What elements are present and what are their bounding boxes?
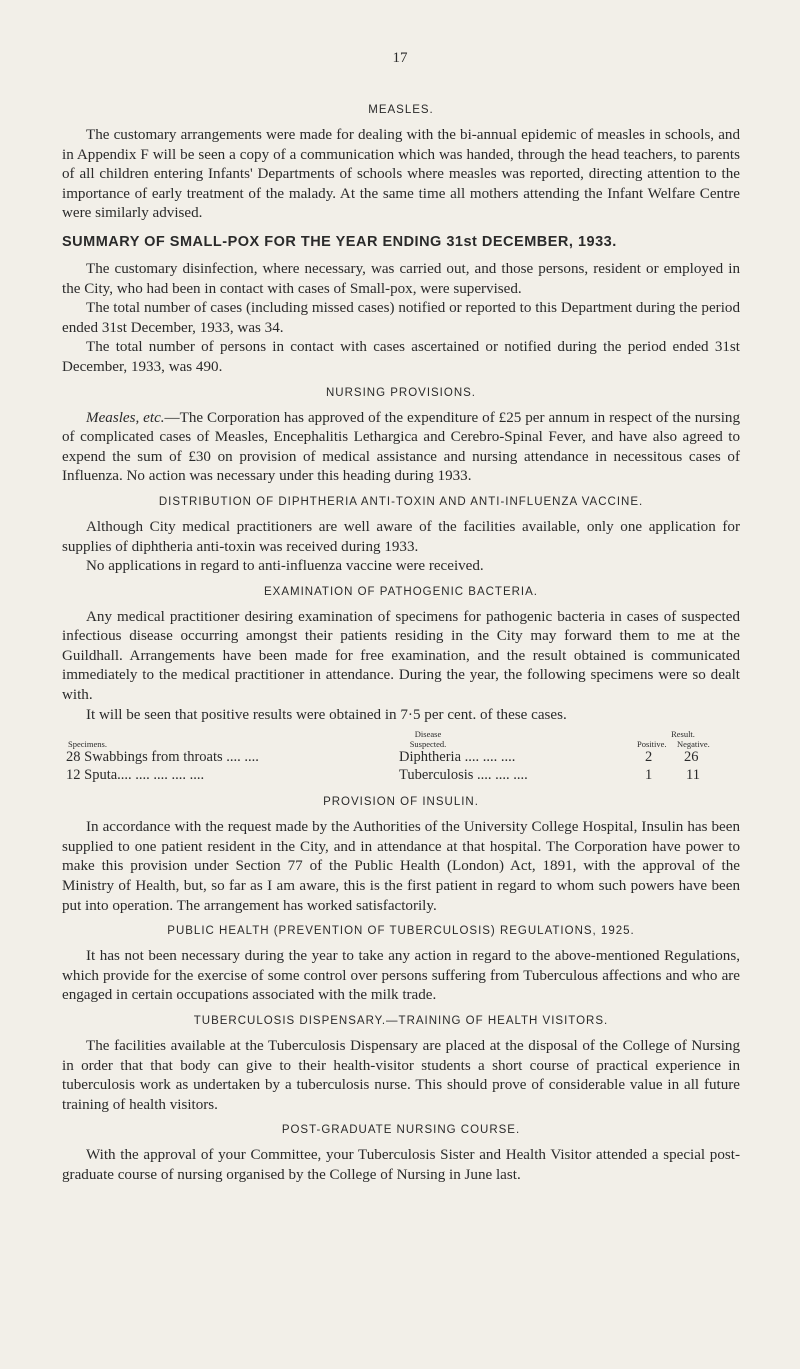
col-header-disease-line1: Disease: [414, 729, 442, 740]
page-body: [62, 104, 740, 1186]
diphtheria-paragraph-2: No applications in regard to anti-influenza vaccine were received.: [86, 558, 484, 575]
col-header-positive: Positive.: [637, 739, 667, 750]
postgrad-paragraph: With the approval of your Committee, your Tuberculosis Sister and Health Visitor attended a special post-graduate course of nursing organised by the College of Nursing in June last.: [62, 1147, 740, 1183]
table-row: [62, 767, 740, 787]
row-disease: Tuberculosis .... .... ....: [399, 767, 528, 784]
col-header-specimens: Specimens.: [68, 739, 107, 750]
bacteria-paragraph-2: It will be seen that positive results were obtained in 7·5 per cent. of these cases.: [86, 706, 567, 723]
nursing-text: —The Corporation has approved of the expenditure of £25 per annum in respect of the nursing of complicated cases of Measles, Encephalitis Lethargica and Cerebro-Spinal Fever, and have also agreed to expend the sum of £30 on provision of medical assistance and nursing attendance in necessitous cases of Influenza. No action was necessary under this heading during 1933.: [62, 409, 741, 485]
smallpox-paragraph-1: The customary disinfection, where necessary, was carried out, and those persons, resident or employed in the City, who had been in contact with cases of Small-pox, were supervised.: [62, 260, 740, 297]
diphtheria-heading: DISTRIBUTION OF DIPHTHERIA ANTI-TOXIN AND ANTI-INFLUENZA VACCINE.: [158, 495, 644, 508]
insulin-paragraph: In accordance with the request made by the Authorities of the University College Hospital, Insulin has been supplied to one patient resident in the City, and in attendance at that hospital. The Corporation have power to make this provision under Section 77 of the Public Health (London) Act, 1891, with the approval of the Ministry of Health, but, so far as I am aware, this is the first patient in regard to whom such powers have been put into operation. The arrangement has worked satisfactorily.: [62, 819, 740, 914]
nursing-paragraph: [62, 409, 740, 487]
col-header-result: Result.: [671, 729, 695, 740]
bacteria-paragraph-1: Any medical practitioner desiring examination of specimens for pathogenic bacteria in cases of suspected infectious disease occurring amongst their patients residing in the City may forward them to me at the Guildhall. Arrangements have been made for free examination, and the result obtained is communicated immediately to the medical practitioner in attendance. During the year, the following specimens were so dealt with.: [62, 608, 740, 704]
measles-heading: MEASLES.: [368, 104, 434, 116]
tb-regulations-paragraph: It has not been necessary during the year to take any action in regard to the above-mentioned Regulations, which provide for the exercise of some control over persons suffering from Tuberculous affections and who are engaged in certain occupations associated with the milk trade.: [62, 948, 740, 1004]
dispensary-paragraph: The facilities available at the Tuberculosis Dispensary are placed at the disposal of the College of Nursing in order that that body can give to their health-visitor students a short course of practical experience in tuberculosis work as undertaken by a tuberculosis nurse. This should prove of considerable value in all future training of health visitors.: [62, 1038, 740, 1113]
row-negative: 11: [686, 767, 700, 784]
nursing-lead: Measles, etc.: [86, 409, 165, 426]
col-header-negative: Negative.: [677, 739, 710, 750]
smallpox-paragraph-3: The total number of persons in contact with cases ascertained or notified during the period ended 31st December, 1933, was 490.: [62, 339, 740, 375]
measles-paragraph: The customary arrangements were made for dealing with the bi-annual epidemic of measles in schools, and in Appendix F will be seen a copy of a communication which was handed, through the head teachers, to parents of all children entering Infants' Departments of schools where measles was reported, directing attention to the importance of early treatment of the malady. At the same time all mothers attending the Infant Welfare Centre were similarly advised.: [62, 127, 740, 222]
dispensary-heading: TUBERCULOSIS DISPENSARY.—TRAINING OF HEALTH VISITORS.: [193, 1015, 609, 1027]
insulin-heading: PROVISION OF INSULIN.: [323, 796, 479, 809]
smallpox-heading: SUMMARY OF SMALL-POX FOR THE YEAR ENDING 31st DECEMBER, 1933.: [62, 233, 617, 250]
col-header-disease: [388, 729, 468, 749]
specimens-table: [62, 727, 740, 787]
postgrad-heading: POST-GRADUATE NURSING COURSE.: [281, 1124, 521, 1137]
tb-regulations-heading: PUBLIC HEALTH (PREVENTION OF TUBERCULOSIS) REGULATIONS, 1925.: [167, 925, 635, 938]
row-disease: Diphtheria .... .... ....: [399, 749, 516, 766]
diphtheria-paragraph-1: Although City medical practitioners are well aware of the facilities available, only one application for supplies of diphtheria anti-toxin was received during 1933.: [62, 518, 740, 555]
row-negative: 26: [684, 749, 699, 766]
table-row: [62, 749, 740, 769]
bacteria-heading: EXAMINATION OF PATHOGENIC BACTERIA.: [264, 585, 538, 598]
smallpox-paragraph-2: The total number of cases (including missed cases) notified or reported to this Department during the period ended 31st December, 1933, was 34.: [62, 300, 740, 336]
row-specimen: 28 Swabbings from throats .... ....: [66, 749, 259, 766]
row-positive: 2: [645, 749, 653, 766]
col-header-disease-line2: Suspected.: [409, 739, 447, 750]
row-positive: 1: [645, 767, 653, 784]
page-number: 17: [392, 50, 408, 66]
nursing-heading: NURSING PROVISIONS.: [326, 386, 476, 399]
row-specimen: 12 Sputa.... .... .... .... ....: [66, 767, 205, 784]
